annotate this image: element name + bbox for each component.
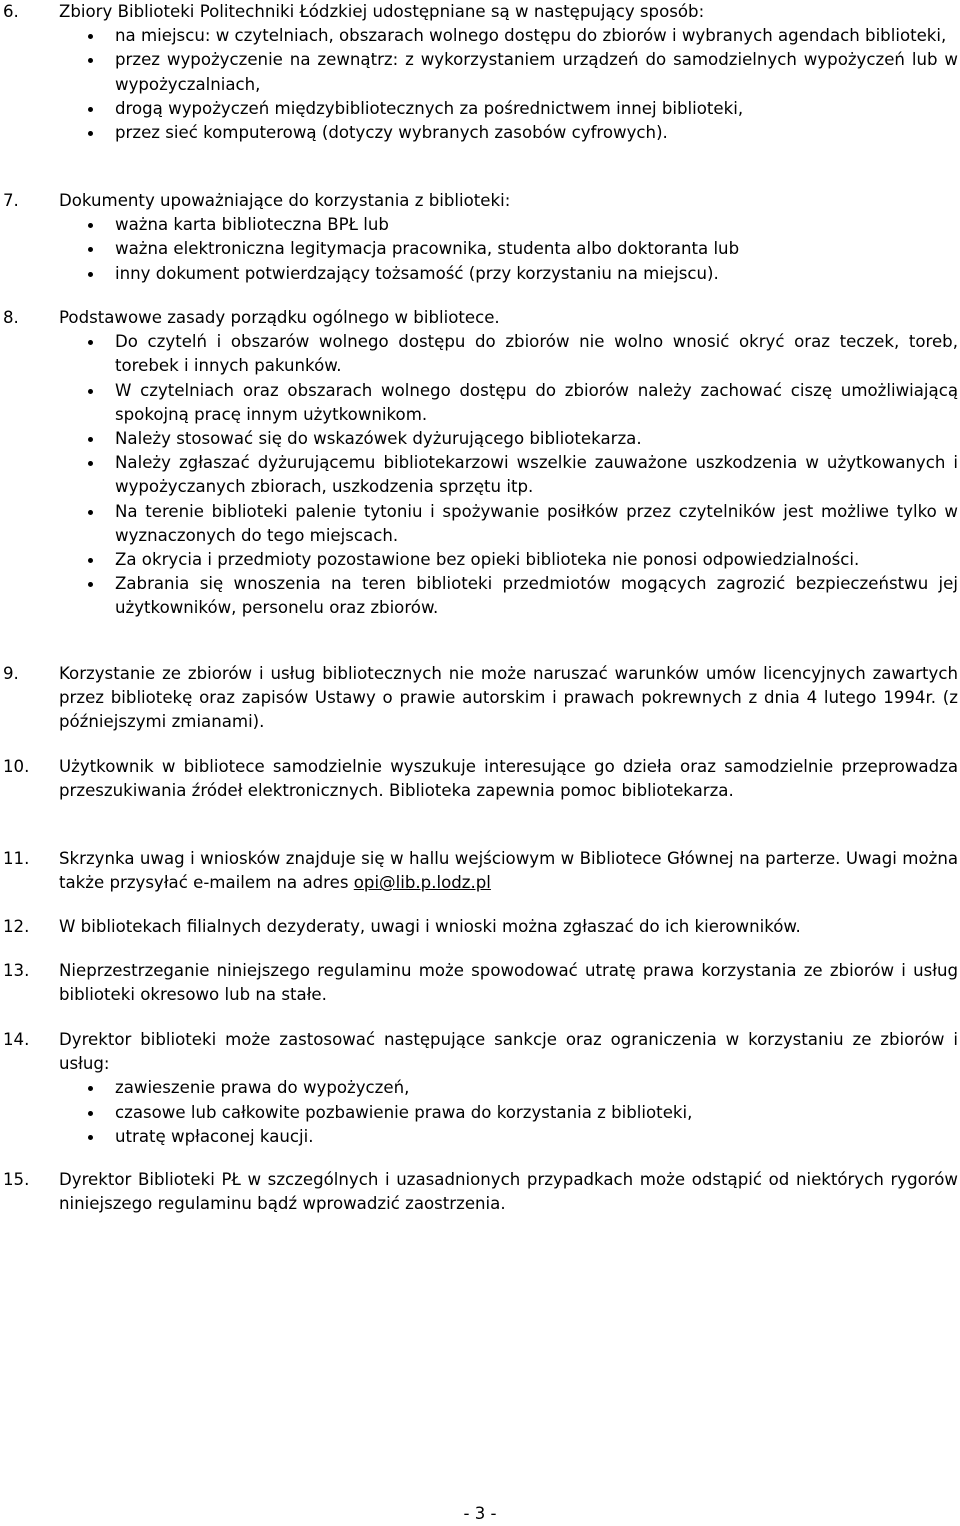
section-number: 7. — [3, 191, 19, 210]
section-14 — [0, 1028, 958, 1149]
list-item: Należy stosować się do wskazówek dyżurującego bibliotekarza. — [59, 427, 958, 451]
section-13 — [0, 959, 958, 1007]
bullet-list — [59, 330, 958, 620]
section-text: Nieprzestrzeganie niniejszego regulaminu może spowodować utratę prawa korzystania ze zbiorów i usług biblioteki okresowo lub na stałe. — [59, 961, 958, 1005]
list-item: Zabrania się wnoszenia na teren biblioteki przedmiotów mogących zagrozić bezpieczeństwu jej użytkowników, personelu oraz zbiorów. — [59, 572, 958, 620]
list-item: na miejscu: w czytelniach, obszarach wolnego dostępu do zbiorów i wybranych agendach biblioteki, — [59, 24, 958, 48]
section-number: 9. — [3, 664, 19, 683]
section-text: Dokumenty upoważniające do korzystania z biblioteki: — [59, 191, 511, 210]
section-text-main: Skrzynka uwag i wniosków znajduje się w hallu wejściowym w Bibliotece Głównej na parterze. Uwagi można także przysyłać e-mailem na adres — [59, 849, 958, 893]
section-number: 11. — [3, 849, 30, 868]
list-item: Należy zgłaszać dyżurującemu bibliotekarzowi wszelkie zauważone uszkodzenia w użytkowanych i wypożyczanych zbiorach, uszkodzenia sprzętu itp. — [59, 451, 958, 499]
list-item: inny dokument potwierdzający tożsamość (przy korzystaniu na miejscu). — [59, 262, 958, 286]
section-text: Użytkownik w bibliotece samodzielnie wyszukuje interesujące go dzieła oraz samodzielnie przeprowadza przeszukiwania źródeł elektronicznych. Biblioteka zapewnia pomoc bibliotekarza. — [59, 757, 958, 801]
section-text: Dyrektor biblioteki może zastosować następujące sankcje oraz ograniczenia w korzystaniu ze zbiorów i usług: — [59, 1030, 958, 1074]
list-item: Za okrycia i przedmioty pozostawione bez opieki biblioteka nie ponosi odpowiedzialności. — [59, 548, 958, 572]
bullet-list — [59, 24, 958, 145]
section-text: Podstawowe zasady porządku ogólnego w bibliotece. — [59, 308, 500, 327]
section-text — [59, 847, 958, 895]
section-text: Korzystanie ze zbiorów i usług bibliotecznych nie może naruszać warunków umów licencyjnych zawartych przez bibliotekę oraz zapisów Ustawy o prawie autorskim i prawach pokrewnych z dnia 4 lutego 1994r. (z późniejszymi zmianami). — [59, 664, 958, 732]
section-11 — [0, 847, 958, 895]
section-text: Dyrektor Biblioteki PŁ w szczególnych i uzasadnionych przypadkach może odstąpić od niektórych rygorów niniejszego regulaminu bądź wprowadzić zaostrzenia. — [59, 1170, 958, 1214]
list-item: utratę wpłaconej kaucji. — [59, 1125, 958, 1149]
section-text: W bibliotekach filialnych dezyderaty, uwagi i wnioski można zgłaszać do ich kierowników. — [59, 917, 801, 936]
list-item: ważna elektroniczna legitymacja pracownika, studenta albo doktoranta lub — [59, 237, 958, 261]
section-number: 13. — [3, 961, 30, 980]
section-12 — [0, 915, 958, 939]
list-item: przez wypożyczenie na zewnątrz: z wykorzystaniem urządzeń do samodzielnych wypożyczeń lub w wypożyczalniach, — [59, 48, 958, 96]
section-text: Zbiory Biblioteki Politechniki Łódzkiej udostępniane są w następujący sposób: — [59, 2, 705, 21]
list-item: ważna karta biblioteczna BPŁ lub — [59, 213, 958, 237]
section-number: 10. — [3, 757, 30, 776]
list-item: Do czytelń i obszarów wolnego dostępu do zbiorów nie wolno wnosić okryć oraz teczek, toreb, torebek i innych pakunków. — [59, 330, 958, 378]
list-item: Na terenie biblioteki palenie tytoniu i spożywanie posiłków przez czytelników jest możliwe tylko w wyznaczonych do tego miejscach. — [59, 500, 958, 548]
section-8 — [0, 306, 958, 621]
section-7 — [0, 189, 958, 286]
section-number: 6. — [3, 2, 19, 21]
section-number: 12. — [3, 917, 30, 936]
section-9 — [0, 662, 958, 735]
list-item: czasowe lub całkowite pozbawienie prawa do korzystania z biblioteki, — [59, 1101, 958, 1125]
section-number: 15. — [3, 1170, 30, 1189]
list-item: zawieszenie prawa do wypożyczeń, — [59, 1076, 958, 1100]
section-6 — [0, 0, 958, 145]
bullet-list — [59, 213, 958, 286]
section-10 — [0, 755, 958, 803]
section-15 — [0, 1168, 958, 1216]
list-item: drogą wypożyczeń międzybibliotecznych za pośrednictwem innej biblioteki, — [59, 97, 958, 121]
section-number: 8. — [3, 308, 19, 327]
email-link[interactable]: opi@lib.p.lodz.pl — [353, 873, 491, 893]
page-number: - 3 - — [463, 1504, 497, 1523]
list-item: W czytelniach oraz obszarach wolnego dostępu do zbiorów należy zachować ciszę umożliwiającą spokojną pracę innym użytkownikom. — [59, 379, 958, 427]
bullet-list — [59, 1076, 958, 1149]
list-item: przez sieć komputerową (dotyczy wybranych zasobów cyfrowych). — [59, 121, 958, 145]
section-number: 14. — [3, 1030, 30, 1049]
